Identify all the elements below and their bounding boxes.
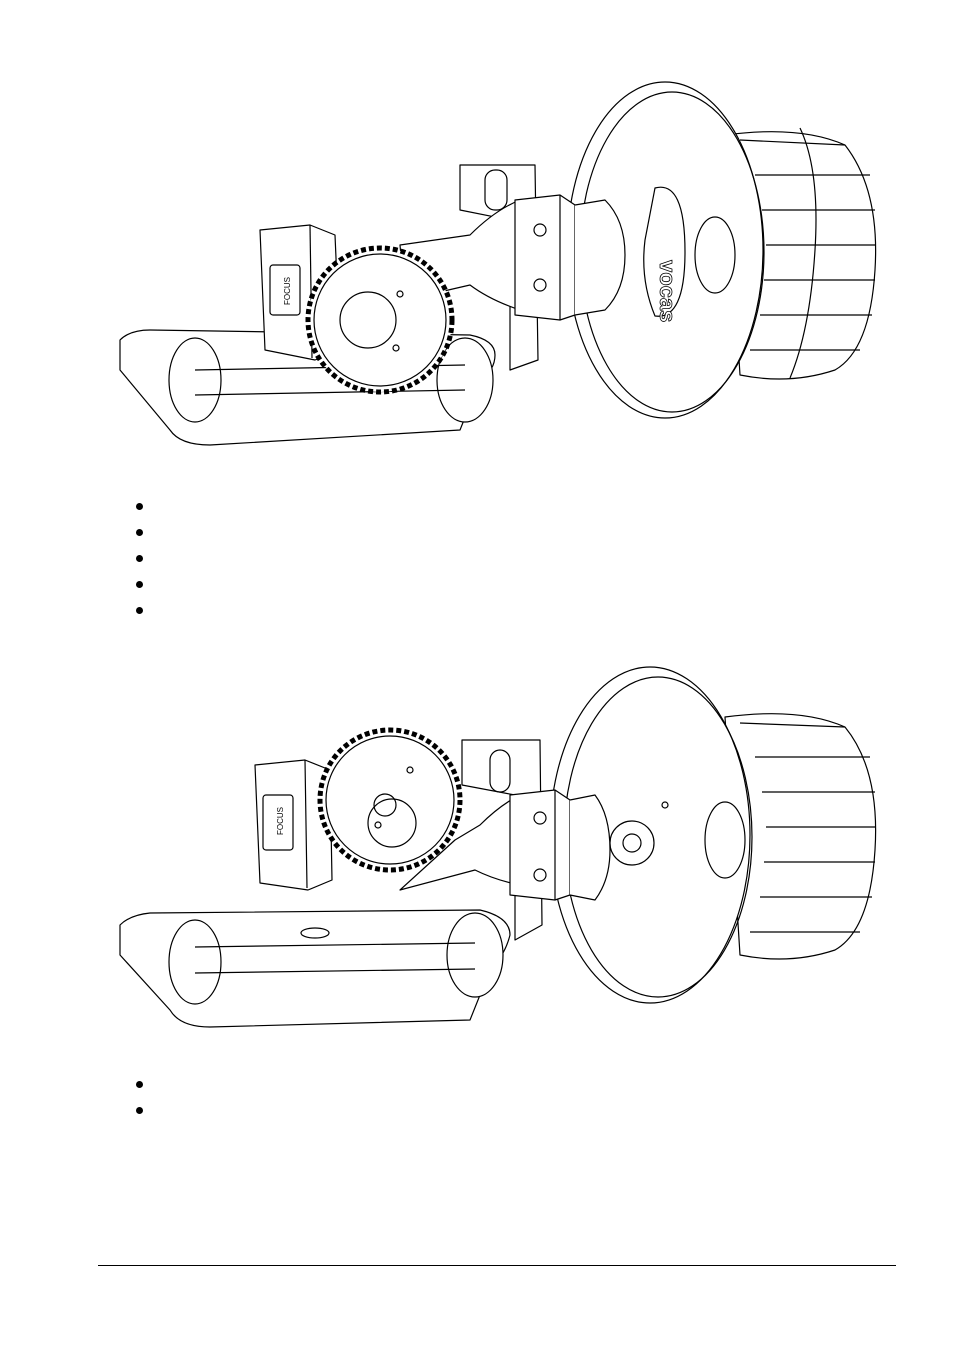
clamp-block — [510, 790, 610, 900]
bullet-icon — [136, 1107, 143, 1114]
bullet-icon — [136, 581, 143, 588]
housing-label: FOCUS — [283, 277, 292, 305]
bullet-icon — [136, 607, 143, 614]
product-drawing-assembled — [100, 70, 890, 470]
drive-gear — [320, 730, 460, 870]
product-drawing-exploded — [100, 655, 890, 1035]
bullet-icon — [136, 503, 143, 510]
logo-text: vocas — [655, 260, 680, 323]
housing-label: FOCUS — [276, 807, 285, 835]
clamp-block — [515, 195, 625, 320]
footer-divider — [98, 1265, 896, 1266]
motor-housing — [255, 760, 332, 890]
bullet-icon — [136, 555, 143, 562]
bullet-icon — [136, 1081, 143, 1088]
bullet-icon — [136, 529, 143, 536]
drive-gear — [308, 248, 452, 392]
rod-clamp-base — [120, 910, 510, 1027]
